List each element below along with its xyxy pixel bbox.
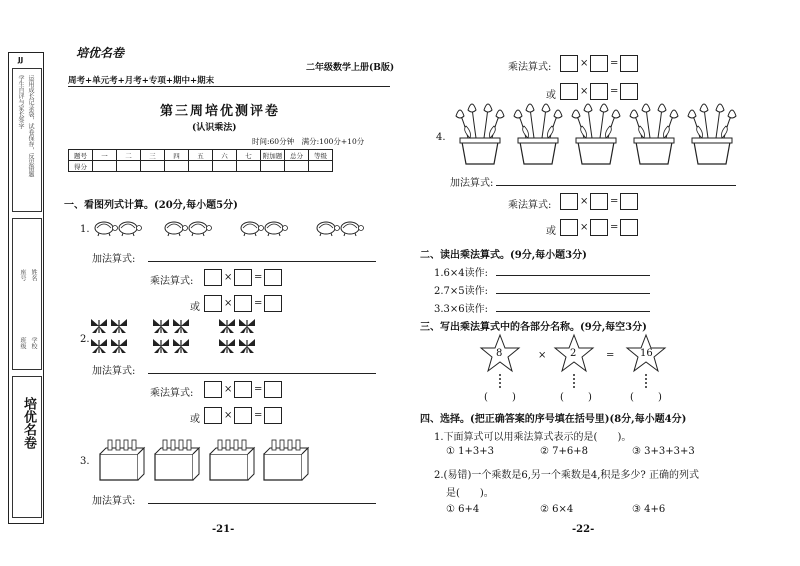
q4-mul-label: 乘法算式:	[508, 200, 552, 211]
right-page-number: -22-	[572, 524, 595, 535]
header-rule	[68, 86, 390, 87]
q2-factor-1[interactable]	[204, 381, 222, 398]
choice-q1-option-2[interactable]: ② 7+6+8	[540, 446, 588, 457]
notes-box	[12, 68, 42, 212]
section1-title: 一、看图列式计算。(20分,每小题5分)	[64, 200, 238, 211]
star-value-2: 2	[570, 348, 577, 359]
field-seat: 座号	[19, 269, 26, 281]
q1-add-line[interactable]	[148, 261, 376, 262]
q4-times: ×	[580, 196, 589, 207]
q1-alt-product[interactable]	[264, 295, 282, 312]
bottle-crate-group	[98, 438, 318, 482]
score-cell[interactable]	[141, 161, 165, 172]
q1-factor-1[interactable]	[204, 269, 222, 286]
score-head: 四	[165, 150, 189, 161]
score-head: 七	[237, 150, 261, 161]
choice-q1-option-3[interactable]: ③ 3+3+3+3	[632, 446, 695, 457]
section3-title: 三、写出乘法算式中的各部分名称。(9分,每空3分)	[420, 322, 647, 333]
butterfly-group	[90, 318, 280, 356]
score-row-label: 得分	[69, 161, 93, 172]
paper-title: 第三周培优测评卷	[160, 104, 281, 119]
q1-number: 1.	[80, 224, 90, 235]
q2-alt-times: ×	[224, 410, 233, 421]
field-name: 姓名	[30, 269, 37, 281]
turtle-group	[92, 216, 382, 238]
score-cell[interactable]	[117, 161, 141, 172]
q1-alt-factor-1[interactable]	[204, 295, 222, 312]
q1-alt-times: ×	[224, 298, 233, 309]
score-table	[68, 149, 333, 172]
score-head: 总分	[285, 150, 309, 161]
q4-number: 4.	[436, 132, 446, 143]
section2-title: 二、读出乘法算式。(9分,每小题3分)	[420, 250, 587, 261]
q1-equals: =	[254, 272, 263, 283]
book-title: 二年级数学上册(B版)	[306, 63, 395, 73]
q1-factor-2[interactable]	[234, 269, 252, 286]
q4-add-label: 加法算式:	[450, 178, 494, 189]
q1-alt-equals: =	[254, 298, 263, 309]
q2-times: ×	[224, 384, 233, 395]
q3-alt-times: ×	[580, 86, 589, 97]
q1-alt-factor-2[interactable]	[234, 295, 252, 312]
star-value-1: 8	[496, 348, 503, 359]
score-cell[interactable]	[189, 161, 213, 172]
q4-equals: =	[610, 196, 619, 207]
q2-alt-factor-1[interactable]	[204, 407, 222, 424]
score-header-row	[69, 150, 333, 161]
q4-alt-equals: =	[610, 222, 619, 233]
q2-alt-product[interactable]	[264, 407, 282, 424]
q2-factor-2[interactable]	[234, 381, 252, 398]
star-value-3: 16	[640, 348, 653, 359]
score-head: 等级	[309, 150, 333, 161]
score-row	[69, 161, 333, 172]
score-head: 五	[189, 150, 213, 161]
blank-open-2: (	[560, 392, 564, 403]
blank-close-1: )	[512, 392, 516, 403]
read-item-3: 3.3×6读作:	[434, 304, 489, 315]
q3-times: ×	[580, 58, 589, 69]
field-class: 班级	[19, 337, 26, 349]
brand-subtitle: 周考+单元考+月考+专项+期中+期末	[68, 76, 215, 86]
score-head: 六	[213, 150, 237, 161]
q1-add-label: 加法算式:	[92, 254, 136, 265]
q3-or-label: 或	[546, 90, 556, 101]
q3-mul-label: 乘法算式:	[508, 62, 552, 73]
score-cell[interactable]	[237, 161, 261, 172]
score-cell[interactable]	[285, 161, 309, 172]
score-cell[interactable]	[261, 161, 285, 172]
q4-or-label: 或	[546, 226, 556, 237]
q2-alt-factor-2[interactable]	[234, 407, 252, 424]
blank-close-3: )	[658, 392, 662, 403]
star-equals: =	[606, 350, 615, 361]
read-item-1: 1.6×4读作:	[434, 268, 489, 279]
field-school: 学校	[30, 337, 37, 349]
q2-mul-label: 乘法算式:	[150, 388, 194, 399]
blank-open-3: (	[630, 392, 634, 403]
q2-add-line[interactable]	[148, 373, 376, 374]
blank-close-2: )	[588, 392, 592, 403]
strip-code: JJ	[18, 56, 24, 64]
q1-or-label: 或	[190, 302, 200, 313]
left-page-number: -21-	[212, 524, 235, 535]
q1-mul-label: 乘法算式:	[150, 276, 194, 287]
score-cell[interactable]	[165, 161, 189, 172]
strip-note-2: 学生自评与家长签字	[17, 75, 24, 129]
score-cell[interactable]	[93, 161, 117, 172]
star-times: ×	[538, 350, 547, 361]
q1-product[interactable]	[264, 269, 282, 286]
exam-meta: 时间:60分钟 满分:100分+10分	[252, 137, 365, 146]
choice-q1-option-1[interactable]: ① 1+3+3	[446, 446, 494, 457]
q2-add-label: 加法算式:	[92, 366, 136, 377]
choice-q2-option-2[interactable]: ② 6×4	[540, 504, 574, 515]
q3-alt-equals: =	[610, 86, 619, 97]
right-page	[400, 0, 800, 566]
score-cell[interactable]	[213, 161, 237, 172]
read-item-2: 2.7×5读作:	[434, 286, 489, 297]
choice-q2-option-3[interactable]: ③ 4+6	[632, 504, 666, 515]
choice-q2-line1: 2.(易错)一个乘数是6,另一个乘数是4,积是多少? 正确的列式	[434, 470, 699, 481]
q3-number: 3.	[80, 456, 90, 467]
section4-title: 四、选择。(把正确答案的序号填在括号里)(8分,每小题4分)	[420, 414, 687, 425]
choice-q2-line2: 是( )。	[446, 488, 494, 499]
strip-logo: 培优名卷	[21, 397, 36, 449]
q3-equals: =	[610, 58, 619, 69]
star-connectors	[400, 0, 800, 566]
logo: 培优名卷	[76, 46, 125, 60]
q1-times: ×	[224, 272, 233, 283]
q3-add-line[interactable]	[148, 503, 376, 504]
q2-equals: =	[254, 384, 263, 395]
logo-box	[12, 376, 42, 518]
choice-q2-option-1[interactable]: ① 6+4	[446, 504, 480, 515]
student-info-box	[12, 218, 42, 370]
q2-alt-equals: =	[254, 410, 263, 421]
q2-number: 2.	[80, 334, 90, 345]
score-head: 附加题	[261, 150, 285, 161]
blank-open-1: (	[484, 392, 488, 403]
score-head: 二	[117, 150, 141, 161]
score-head: 三	[141, 150, 165, 161]
strip-note-1: 运用成长记录袋，试卷保存，反思错题	[27, 75, 34, 177]
q2-or-label: 或	[190, 414, 200, 425]
score-cell[interactable]	[309, 161, 333, 172]
choice-q1: 1.下面算式可以用乘法算式表示的是( )。	[434, 432, 632, 443]
score-head: 题号	[69, 150, 93, 161]
q2-product[interactable]	[264, 381, 282, 398]
q3-add-label: 加法算式:	[92, 496, 136, 507]
paper-subtitle: (认识乘法)	[192, 123, 237, 133]
score-head: 一	[93, 150, 117, 161]
q4-alt-times: ×	[580, 222, 589, 233]
